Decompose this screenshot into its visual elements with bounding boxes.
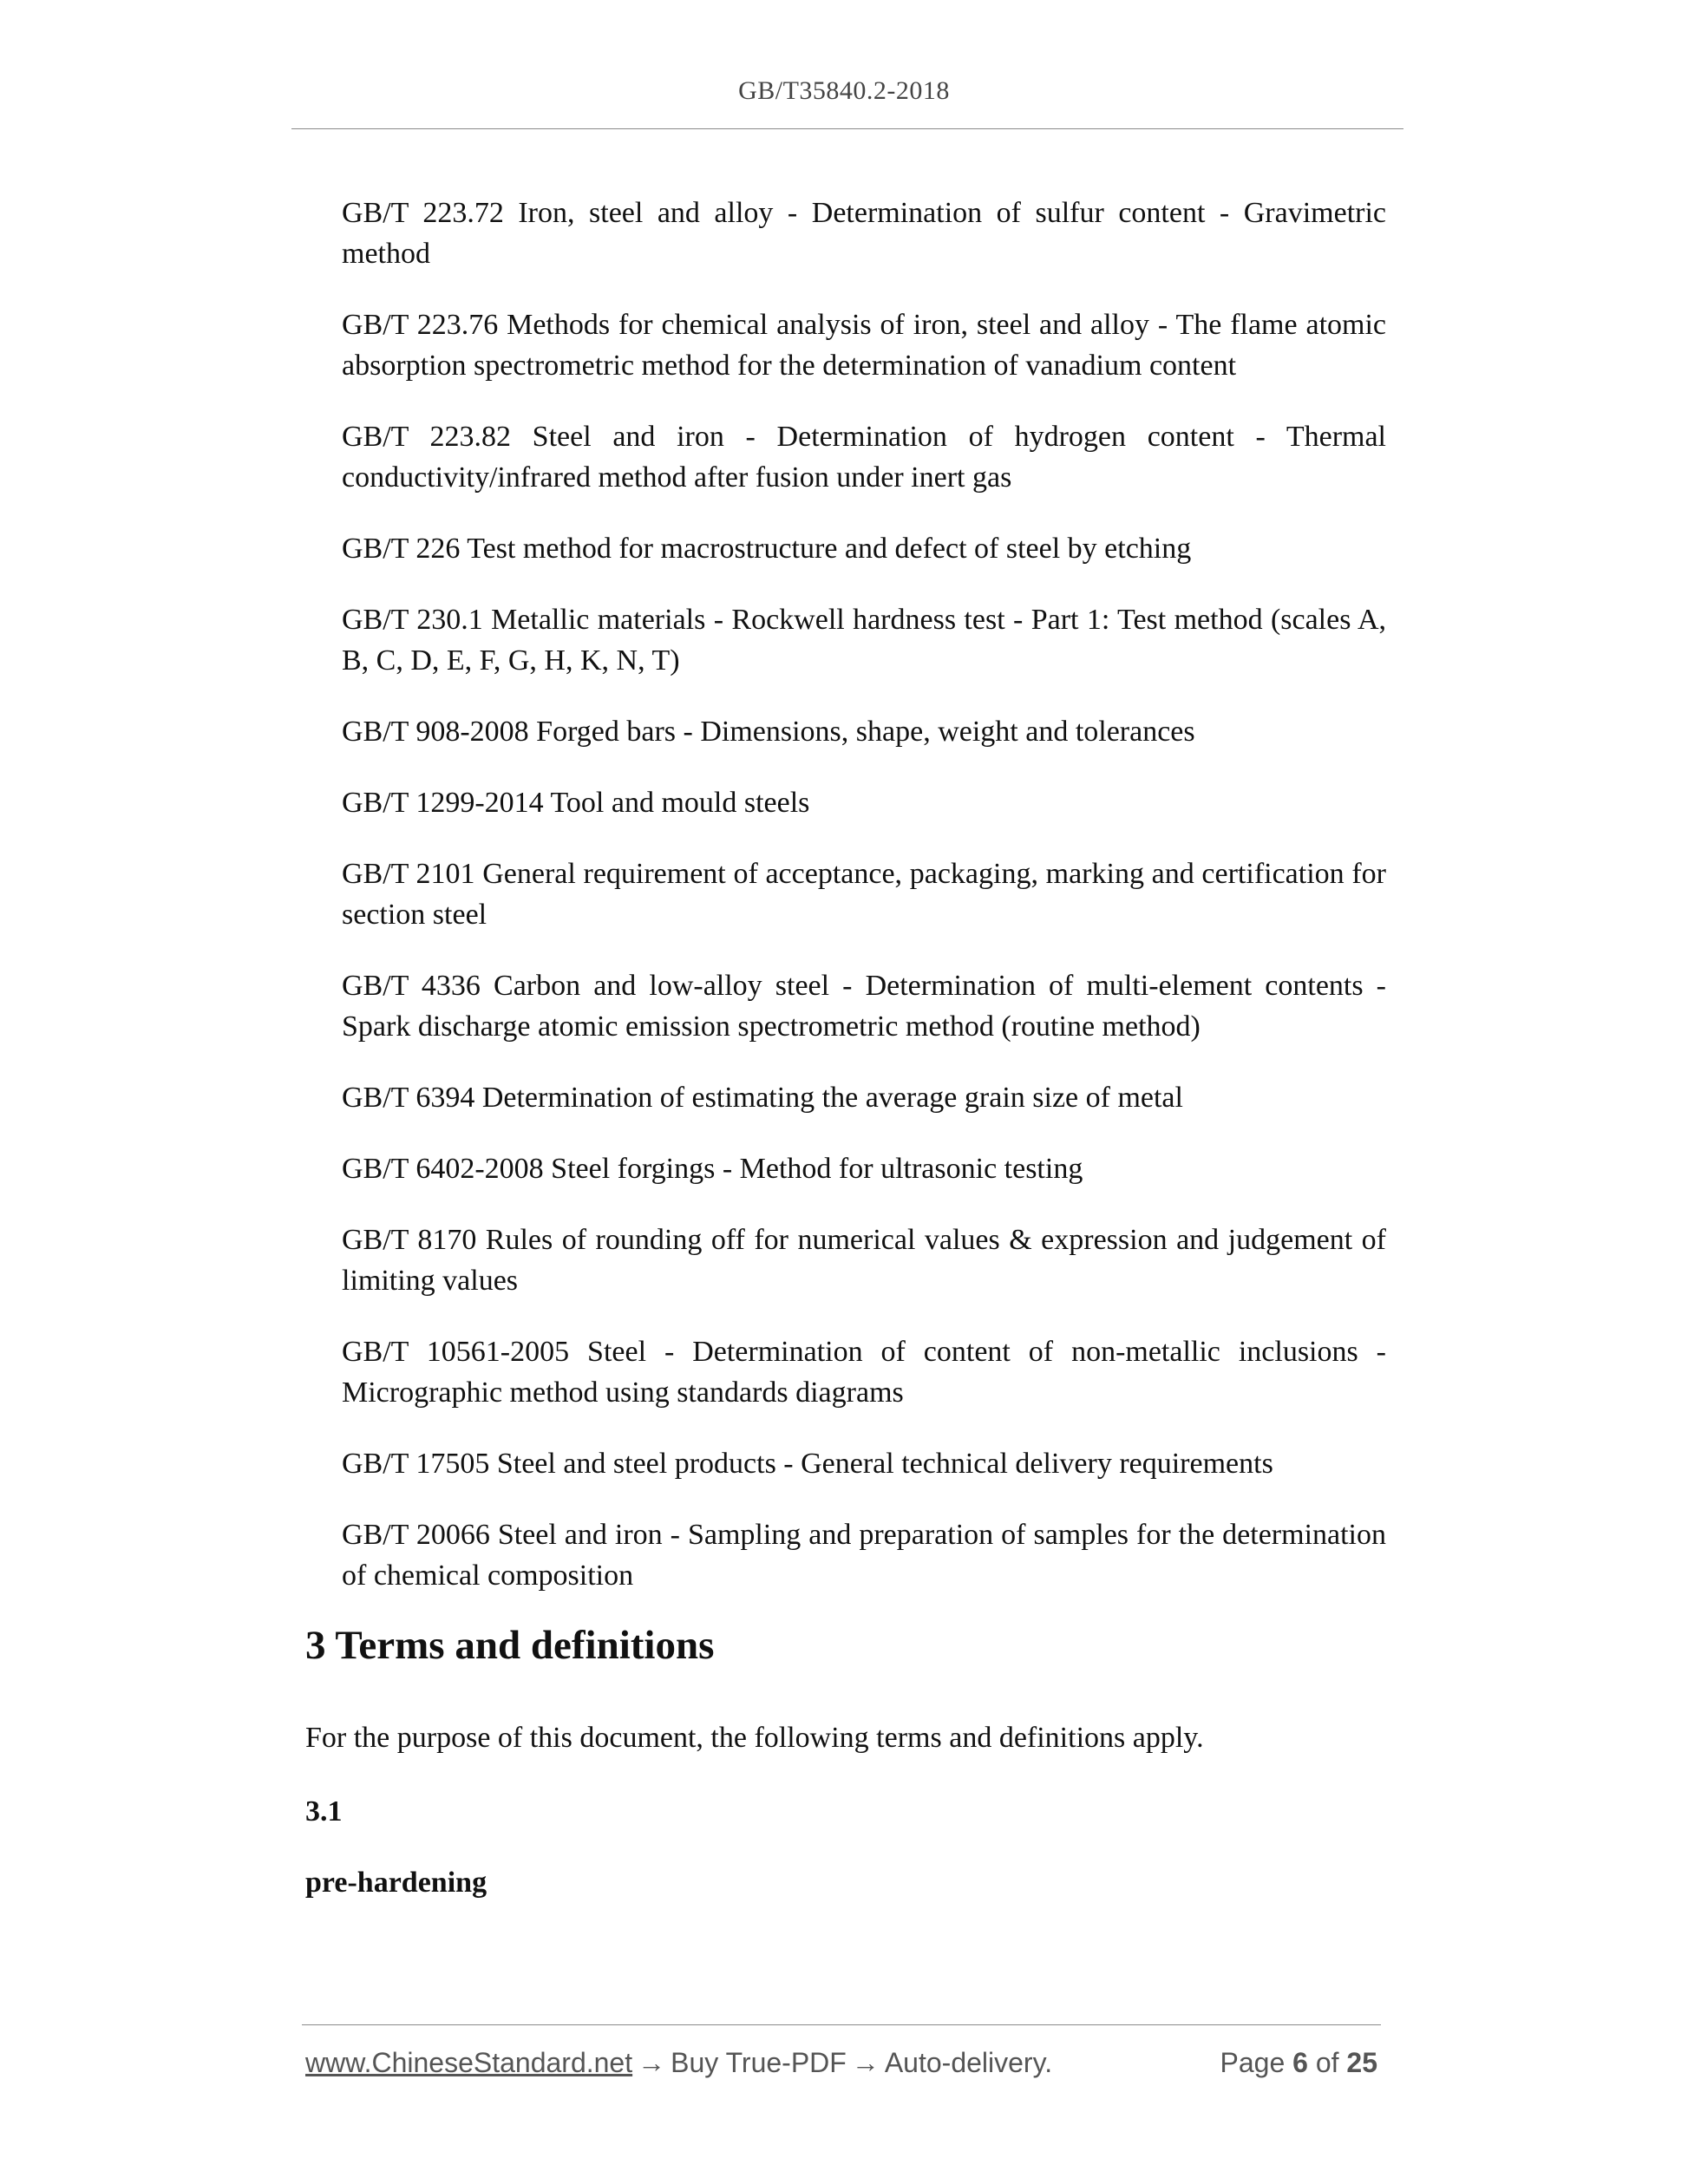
reference-item: GB/T 223.82 Steel and iron - Determination of hydrogen content - Thermal conductivity/infrared method after fusion under inert gas — [342, 421, 1386, 494]
reference-item: GB/T 1299-2014 Tool and mould steels — [342, 787, 810, 819]
footer-divider — [302, 2024, 1381, 2025]
reference-item: GB/T 20066 Steel and iron - Sampling and preparation of samples for the determination of chemical composition — [342, 1519, 1386, 1592]
normative-references-list — [342, 163, 1386, 1626]
buy-true-pdf-text: Buy True-PDF — [671, 2047, 847, 2078]
reference-item: GB/T 230.1 Metallic materials - Rockwell hardness test - Part 1: Test method (scales A, B, C, D, E, F, G, H, K, N, T) — [342, 604, 1386, 677]
term-number: 3.1 — [305, 1795, 343, 1828]
page-label: Page — [1220, 2047, 1286, 2078]
reference-item: GB/T 17505 Steel and steel products - General technical delivery requirements — [342, 1448, 1273, 1480]
reference-item: GB/T 6394 Determination of estimating the average grain size of metal — [342, 1082, 1183, 1114]
term-name: pre-hardening — [305, 1867, 487, 1899]
header-divider — [291, 128, 1403, 129]
auto-delivery-text: Auto-delivery. — [884, 2047, 1053, 2078]
reference-item: GB/T 4336 Carbon and low-alloy steel - Determination of multi-element contents - Spark discharge atomic emission spectrometric method (routine method) — [342, 970, 1386, 1043]
page-current: 6 — [1292, 2047, 1308, 2078]
reference-item: GB/T 6402-2008 Steel forgings - Method for ultrasonic testing — [342, 1153, 1083, 1185]
reference-item: GB/T 223.72 Iron, steel and alloy - Determination of sulfur content - Gravimetric method — [342, 197, 1386, 270]
reference-item: GB/T 226 Test method for macrostructure and defect of steel by etching — [342, 533, 1192, 565]
reference-item: GB/T 223.76 Methods for chemical analysis of iron, steel and alloy - The flame atomic absorption spectrometric method for the determination of vanadium content — [342, 309, 1386, 382]
page-total: 25 — [1346, 2047, 1377, 2078]
document-header-title: GB/T35840.2-2018 — [738, 76, 950, 105]
chinesestandard-link[interactable]: www.ChineseStandard.net — [305, 2047, 633, 2078]
page-indicator — [1220, 2047, 1377, 2079]
page-of-label: of — [1315, 2047, 1339, 2078]
section-heading: 3 Terms and definitions — [305, 1623, 715, 1668]
reference-item: GB/T 10561-2005 Steel - Determination of content of non-metallic inclusions - Micrographic method using standards diagrams — [342, 1336, 1386, 1409]
reference-item: GB/T 908-2008 Forged bars - Dimensions, shape, weight and tolerances — [342, 716, 1195, 748]
section-intro-text: For the purpose of this document, the following terms and definitions apply. — [305, 1722, 1204, 1754]
reference-item: GB/T 8170 Rules of rounding off for numerical values & expression and judgement of limiting values — [342, 1224, 1386, 1297]
arrow-right-icon: → — [638, 2047, 666, 2078]
footer-promo — [305, 2047, 1052, 2079]
arrow-right-icon: → — [851, 2047, 880, 2078]
reference-item: GB/T 2101 General requirement of acceptance, packaging, marking and certification for section steel — [342, 858, 1386, 931]
